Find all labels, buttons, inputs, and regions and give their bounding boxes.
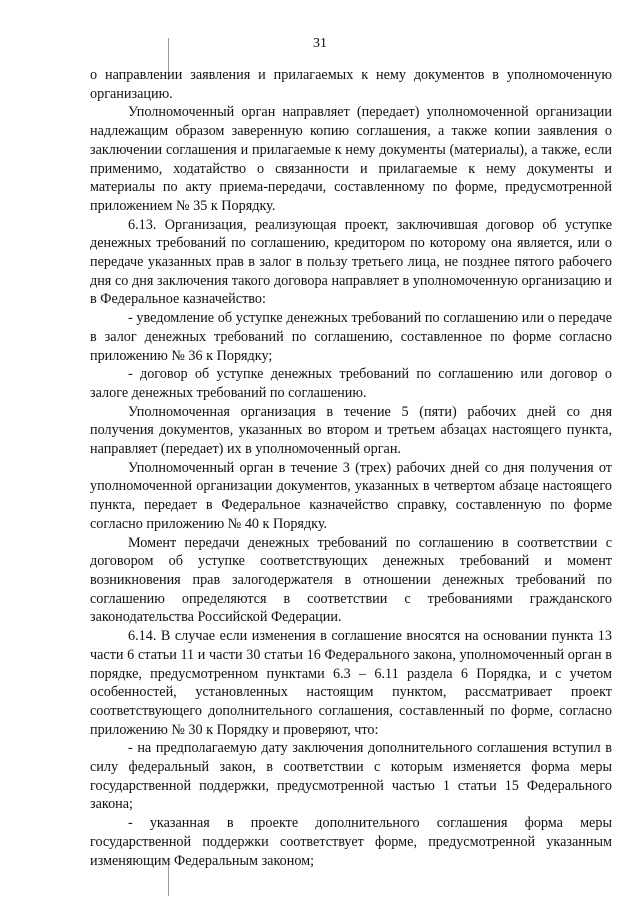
paragraph-organization-forwarding: Уполномоченная организация в течение 5 (пяти) рабочих дней со дня получения документов, указанных во втором и третьем абзацах настоящего пункта, направляет (передает) их в уполномоченный орган. [90,403,612,458]
list-item-assignment-contract: - договор об уступке денежных требований по соглашению или договор о залоге денежных требований по соглашению. [90,366,612,401]
paragraph-moment-of-transfer: Момент передачи денежных требований по соглашению в соответствии с договором об уступке соответствующих денежных требований и момент возникновения прав залогодержателя в отношении денежных требований по соглашению определяются в соответствии с требованиями гражданского законодательства Российской Федерации. [90,534,612,626]
paragraph-6-14: 6.14. В случае если изменения в соглашение вносятся на основании пункта 13 части 6 статьи 11 и части 30 статьи 16 Федерального закона, уполномоченный орган в порядке, предусмотренном пунктами 6.3 – 6.11 раздела 6 Порядка, и с учетом особенностей, установленных настоящим пунктом, рассматривает проект соответствующего дополнительного соглашения, составленный по форме, согласно приложению № 30 к Порядку и проверяют, что: [90,628,612,738]
page-number: 31 [313,36,327,51]
paragraph-continuation: о направлении заявления и прилагаемых к нему документов в уполномоченную организацию. [90,67,612,102]
document-body [90,66,612,870]
list-item-federal-law-in-force: - на предполагаемую дату заключения дополнительного соглашения вступил в силу федеральный закон, в соответствии с которым изменяется форма меры государственной поддержки, предусмотренной частью 1 статьи 15 Федерального закона; [90,740,612,813]
paragraph-copy-transfer: Уполномоченный орган направляет (передает) уполномоченной организации надлежащим образом заверенную копию соглашения, а также копии заявления о заключении соглашения и прилагаемые к нему документы (материалы), а также, если применимо, ходатайство о связанности и прилагаемые к нему документы и материалы по акту приема-передачи, составленному по форме, предусмотренной приложением № 35 к Порядку. [90,104,612,214]
paragraph-6-13: 6.13. Организация, реализующая проект, заключившая договор об уступке денежных требований по соглашению, кредитором по которому она является, или о передаче указанных прав в залог в пользу третьего лица, не позднее пятого рабочего дня со дня заключения такого договора направляет в уполномоченную организацию и в Федеральное казначейство: [90,216,612,308]
list-item-support-form-match: - указанная в проекте дополнительного соглашения форма меры государственной поддержки соответствует форме, предусмотренной указанным изменяющим Федеральным законом; [90,815,612,869]
list-item-notification: - уведомление об уступке денежных требований по соглашению или о передаче в залог денежных требований по соглашению, составленное по форме согласно приложению № 36 к Порядку; [90,310,612,364]
paragraph-treasury-certificate: Уполномоченный орган в течение 3 (трех) рабочих дней со дня получения от уполномоченной организации документов, указанных в четвертом абзаце настоящего пункта, передает в Федеральное казначейство справку, составленную по форме согласно приложению № 40 к Порядку. [90,459,612,532]
